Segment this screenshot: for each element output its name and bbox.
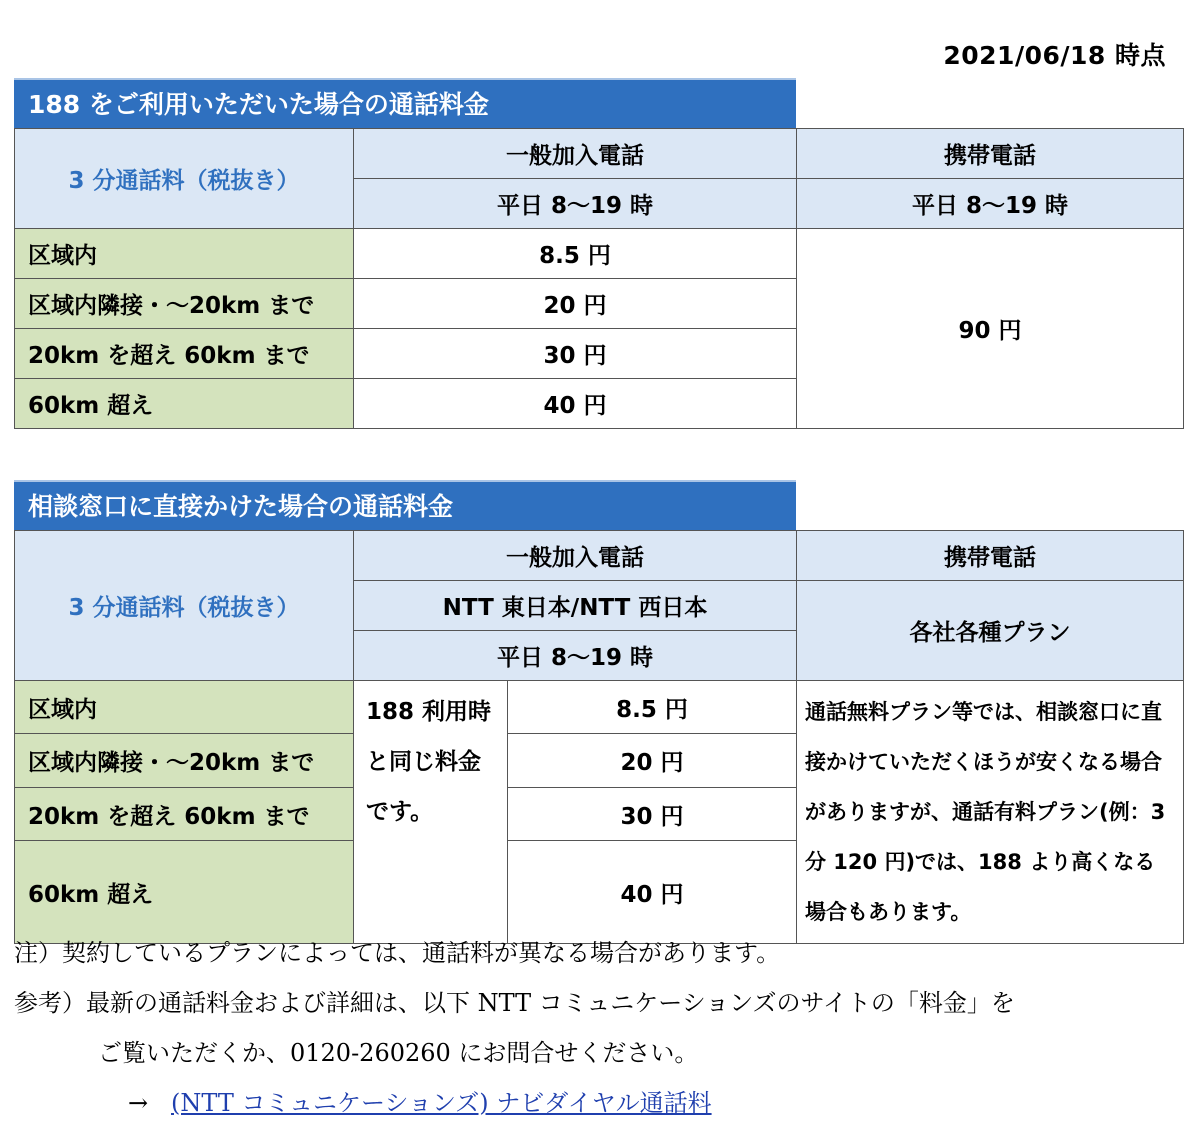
link-line bbox=[14, 1078, 1184, 1128]
landline-value: 20 円 bbox=[354, 279, 797, 329]
mobile-plan: 各社各種プラン bbox=[797, 581, 1184, 681]
arrow-icon: → bbox=[128, 1089, 149, 1117]
landline-time: 平日 8～19 時 bbox=[354, 179, 797, 229]
col-landline: 一般加入電話 bbox=[354, 531, 797, 581]
table-188-rates bbox=[14, 128, 1184, 429]
mobile-value: 90 円 bbox=[797, 229, 1184, 429]
landline-value: 40 円 bbox=[354, 379, 797, 429]
section2-title: 相談窓口に直接かけた場合の通話料金 bbox=[14, 480, 796, 532]
landline-value: 8.5 円 bbox=[354, 229, 797, 279]
row-label: 20km を超え 60km まで bbox=[15, 329, 354, 379]
col-mobile: 携帯電話 bbox=[797, 531, 1184, 581]
as-of-date: 2021/06/18 時点 bbox=[943, 41, 1166, 70]
corner-label: 3 分通話料（税抜き） bbox=[15, 531, 354, 681]
row-label: 60km 超え bbox=[15, 379, 354, 429]
row-label: 区域内隣接・～20km まで bbox=[15, 734, 354, 787]
reference-line-1: 参考）最新の通話料金および詳細は、以下 NTT コミュニケーションズのサイトの「料金」を bbox=[14, 989, 1015, 1017]
landline-value: 30 円 bbox=[508, 787, 797, 840]
section1-title: 188 をご利用いただいた場合の通話料金 bbox=[14, 78, 796, 130]
landline-value: 20 円 bbox=[508, 734, 797, 787]
notes-block bbox=[14, 928, 1184, 1128]
landline-value: 8.5 円 bbox=[508, 681, 797, 734]
row-label: 区域内 bbox=[15, 681, 354, 734]
table-row bbox=[15, 229, 1184, 279]
table-row bbox=[15, 681, 1184, 734]
mobile-time: 平日 8～19 時 bbox=[797, 179, 1184, 229]
landline-value: 40 円 bbox=[508, 841, 797, 944]
col-mobile: 携帯電話 bbox=[797, 129, 1184, 179]
reference-line-2: ご覧いただくか、0120-260260 にお問合せください。 bbox=[98, 1039, 699, 1067]
ntt-navidial-link[interactable]: (NTT コミュニケーションズ) ナビダイヤル通話料 bbox=[171, 1089, 712, 1117]
mobile-note: 通話無料プラン等では、相談窓口に直接かけていただくほうが安くなる場合がありますが、通話有料プラン(例：3 分 120 円)では、188 より高くなる場合もあります。 bbox=[797, 681, 1184, 944]
landline-provider: NTT 東日本/NTT 西日本 bbox=[354, 581, 797, 631]
row-label: 60km 超え bbox=[15, 841, 354, 944]
note-plan-differs: 注）契約しているプランによっては、通話料が異なる場合があります。 bbox=[14, 939, 781, 967]
landline-value: 30 円 bbox=[354, 329, 797, 379]
row-label: 20km を超え 60km まで bbox=[15, 787, 354, 840]
col-landline: 一般加入電話 bbox=[354, 129, 797, 179]
row-label: 区域内隣接・～20km まで bbox=[15, 279, 354, 329]
table-direct-rates bbox=[14, 530, 1184, 944]
row-label: 区域内 bbox=[15, 229, 354, 279]
corner-label: 3 分通話料（税抜き） bbox=[15, 129, 354, 229]
same-as-188-note: 188 利用時と同じ料金です。 bbox=[354, 681, 508, 944]
landline-time: 平日 8～19 時 bbox=[354, 631, 797, 681]
